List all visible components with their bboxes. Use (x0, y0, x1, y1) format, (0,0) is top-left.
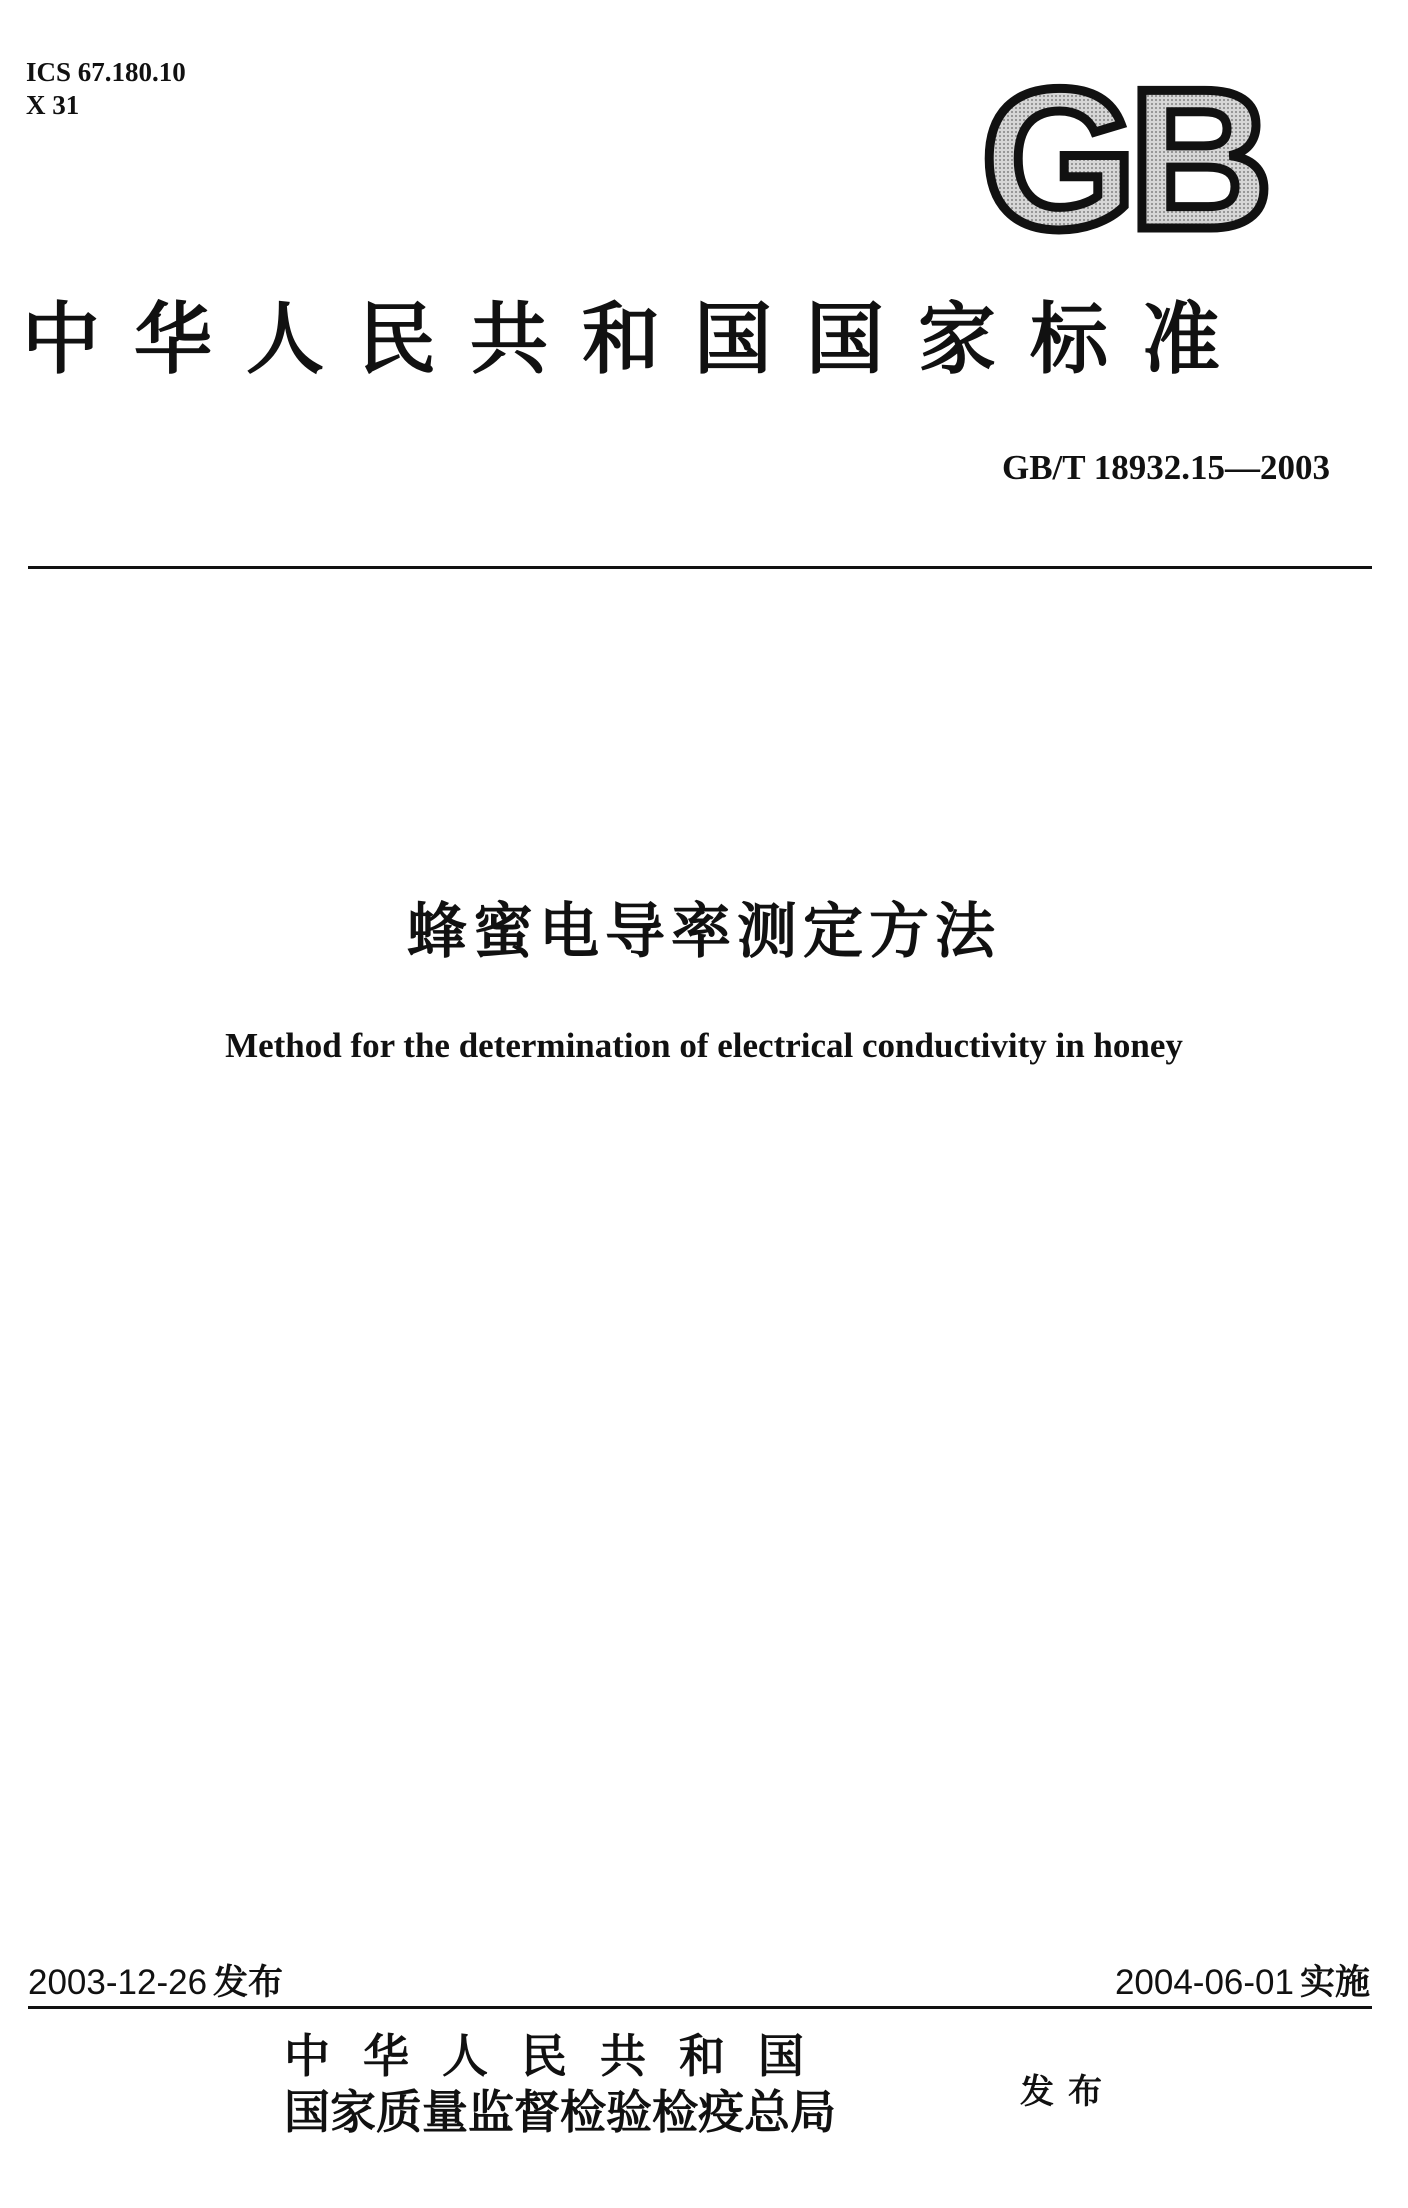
issue-date: 2003-12-26 (28, 1963, 208, 2002)
national-standard-heading: 中华人民共和国国家标准 (22, 294, 1255, 385)
issue-date-block (28, 1955, 283, 2005)
issuer-publish-label: 发布 (1020, 2072, 1116, 2112)
chinese-title: 蜂蜜电导率测定方法 (407, 897, 1001, 967)
english-title: Method for the determination of electrical conductivity in honey (225, 1026, 1183, 1065)
issuer-line-1: 中华人民共和国 (284, 2029, 837, 2083)
issue-label: 发布 (213, 1963, 284, 2003)
ics-code: ICS 67.180.10 (26, 57, 186, 87)
gb-logo-text: GB (981, 70, 1265, 248)
category-code: X 31 (26, 90, 80, 120)
implement-date: 2004-06-01 (1114, 1963, 1294, 2002)
issuer-line-2: 国家质量监督检验检疫总局 (284, 2085, 836, 2139)
gb-logo (958, 70, 1288, 248)
footer-divider (28, 2006, 1372, 2009)
standard-number: GB/T 18932.15—2003 (1001, 448, 1330, 487)
classification-codes (26, 56, 186, 122)
header-divider (28, 566, 1372, 569)
implement-date-block (1115, 1955, 1370, 2005)
implement-label: 实施 (1299, 1963, 1370, 2003)
